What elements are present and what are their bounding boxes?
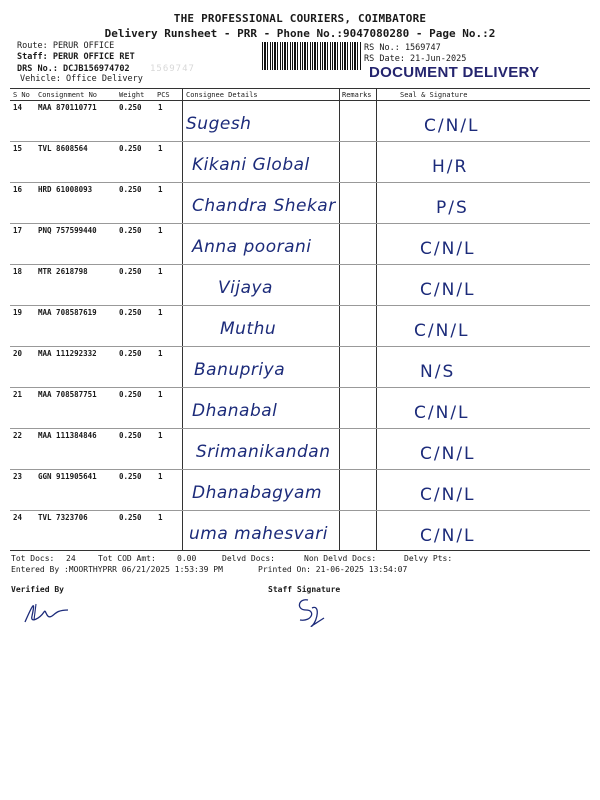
row-weight: 0.250 — [119, 226, 142, 235]
row-sno: 19 — [13, 308, 23, 317]
delvy-pts-label: Delvy Pts: — [404, 554, 453, 563]
row-consignee-handwritten: Dhanabagyam — [192, 483, 323, 503]
runsheet-title: Delivery Runsheet - PRR - Phone No.:9047080280 - Page No.:2 — [104, 27, 496, 40]
row-weight: 0.250 — [119, 144, 142, 153]
row-sno: 14 — [13, 103, 23, 112]
row-sno: 16 — [13, 185, 23, 194]
remarks-column-divider — [339, 88, 340, 550]
row-pcs: 1 — [158, 513, 163, 522]
barcode-image — [262, 42, 362, 70]
row-sno: 21 — [13, 390, 23, 399]
row-consignment-no: MAA 111292332 — [38, 349, 97, 358]
row-seal-handwritten: C/N/L — [414, 403, 470, 423]
row-sno: 15 — [13, 144, 23, 153]
row-pcs: 1 — [158, 226, 163, 235]
table-top-border — [10, 88, 590, 89]
row-pcs: 1 — [158, 185, 163, 194]
tot-docs-label: Tot Docs: — [11, 554, 55, 563]
row-seal-handwritten: C/N/L — [420, 526, 476, 546]
row-weight: 0.250 — [119, 267, 142, 276]
row-consignee-handwritten: Vijaya — [218, 278, 273, 298]
row-consignee-handwritten: Srimanikandan — [196, 442, 331, 462]
table-bottom-border — [10, 550, 590, 551]
staff-label: Staff: PERUR OFFICE RET — [17, 52, 135, 62]
row-sno: 18 — [13, 267, 23, 276]
row-consignee-handwritten: Kikani Global — [192, 155, 310, 175]
col-remarks: Remarks — [342, 91, 372, 99]
row-consignee-handwritten: Chandra Shekar — [192, 196, 336, 216]
row-consignment-no: TVL 8608564 — [38, 144, 88, 153]
row-consignment-no: MAA 111384846 — [38, 431, 97, 440]
row-divider — [10, 264, 590, 265]
col-pcs: PCS — [157, 91, 170, 99]
consignee-column-divider — [182, 88, 183, 550]
row-consignment-no: GGN 911905641 — [38, 472, 97, 481]
row-seal-handwritten: C/N/L — [420, 239, 476, 259]
row-divider — [10, 346, 590, 347]
row-divider — [10, 387, 590, 388]
non-delvd-docs-label: Non Delvd Docs: — [304, 554, 377, 563]
rs-number: RS No.: 1569747 — [364, 43, 441, 53]
row-divider — [10, 469, 590, 470]
row-pcs: 1 — [158, 431, 163, 440]
verifier-signature — [22, 596, 72, 628]
row-sno: 22 — [13, 431, 23, 440]
col-consignment: Consignment No — [38, 91, 98, 99]
row-divider — [10, 182, 590, 183]
row-consignee-handwritten: uma mahesvari — [189, 524, 328, 544]
row-weight: 0.250 — [119, 103, 142, 112]
row-pcs: 1 — [158, 349, 163, 358]
verified-by-label: Verified By — [11, 585, 64, 594]
drs-number: DRS No.: DCJB156974702 — [17, 64, 130, 74]
vehicle-label: Vehicle: Office Delivery — [20, 74, 143, 84]
tot-docs-value: 24 — [66, 554, 76, 563]
row-weight: 0.250 — [119, 431, 142, 440]
row-divider — [10, 141, 590, 142]
row-consignee-handwritten: Dhanabal — [192, 401, 278, 421]
row-consignment-no: MAA 708587751 — [38, 390, 97, 399]
row-consignment-no: MTR 2618798 — [38, 267, 88, 276]
document-delivery-stamp: DOCUMENT DELIVERY — [369, 64, 540, 81]
row-consignment-no: TVL 7323706 — [38, 513, 88, 522]
seal-column-divider — [376, 88, 377, 550]
company-name: THE PROFESSIONAL COURIERS, COIMBATORE — [173, 12, 427, 25]
row-consignee-handwritten: Sugesh — [186, 114, 252, 134]
row-seal-handwritten: C/N/L — [424, 116, 480, 136]
row-consignee-handwritten: Anna poorani — [192, 237, 312, 257]
entered-by: Entered By :MOORTHYPRR 06/21/2025 1:53:39 PM — [11, 565, 223, 574]
faded-text: 1569747 — [150, 64, 195, 74]
row-consignment-no: MAA 708587619 — [38, 308, 97, 317]
row-weight: 0.250 — [119, 349, 142, 358]
col-seal: Seal & Signature — [400, 91, 468, 99]
row-divider — [10, 510, 590, 511]
row-seal-handwritten: H/R — [432, 157, 469, 177]
delvd-docs-label: Delvd Docs: — [222, 554, 275, 563]
row-seal-handwritten: N/S — [420, 362, 456, 382]
row-pcs: 1 — [158, 144, 163, 153]
row-consignee-handwritten: Banupriya — [194, 360, 286, 380]
row-pcs: 1 — [158, 472, 163, 481]
row-divider — [10, 223, 590, 224]
table-header-border — [10, 100, 590, 101]
row-seal-handwritten: C/N/L — [414, 321, 470, 341]
row-seal-handwritten: C/N/L — [420, 444, 476, 464]
row-weight: 0.250 — [119, 308, 142, 317]
col-sno: S No — [13, 91, 30, 99]
route-label: Route: PERUR OFFICE — [17, 41, 115, 51]
staff-signature-mark — [290, 596, 330, 630]
cod-label: Tot COD Amt: — [98, 554, 156, 563]
row-consignee-handwritten: Muthu — [220, 319, 277, 339]
row-seal-handwritten: P/S — [436, 198, 469, 218]
row-sno: 24 — [13, 513, 23, 522]
printed-on: Printed On: 21-06-2025 13:54:07 — [258, 565, 408, 574]
row-consignment-no: MAA 870110771 — [38, 103, 97, 112]
row-weight: 0.250 — [119, 472, 142, 481]
row-consignment-no: HRD 61008093 — [38, 185, 93, 194]
row-divider — [10, 305, 590, 306]
row-consignment-no: PNQ 757599440 — [38, 226, 97, 235]
row-weight: 0.250 — [119, 390, 142, 399]
row-seal-handwritten: C/N/L — [420, 485, 476, 505]
col-weight: Weight — [119, 91, 145, 99]
row-sno: 23 — [13, 472, 23, 481]
cod-value: 0.00 — [177, 554, 197, 563]
rs-date: RS Date: 21-Jun-2025 — [364, 54, 467, 64]
row-weight: 0.250 — [119, 513, 142, 522]
row-pcs: 1 — [158, 267, 163, 276]
row-weight: 0.250 — [119, 185, 142, 194]
row-pcs: 1 — [158, 308, 163, 317]
row-sno: 17 — [13, 226, 23, 235]
staff-signature-label: Staff Signature — [268, 585, 341, 594]
row-divider — [10, 428, 590, 429]
row-pcs: 1 — [158, 103, 163, 112]
row-seal-handwritten: C/N/L — [420, 280, 476, 300]
row-pcs: 1 — [158, 390, 163, 399]
col-consignee: Consignee Details — [186, 91, 258, 99]
row-sno: 20 — [13, 349, 23, 358]
